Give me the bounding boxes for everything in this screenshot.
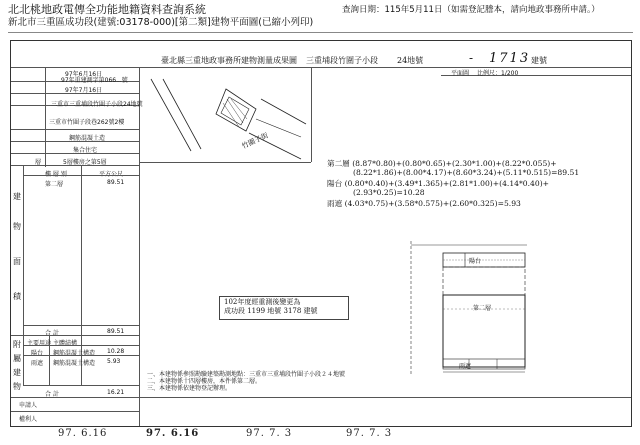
aux-rain-label: 雨遮 xyxy=(31,360,44,367)
header-divider xyxy=(8,32,633,33)
position-map xyxy=(141,69,309,161)
form-label-col xyxy=(45,67,46,167)
map-right-border xyxy=(311,67,312,162)
aux-balcony-area: 10.28 xyxy=(107,348,125,355)
applicant-rule xyxy=(11,397,139,398)
side-label-main-4: 積 xyxy=(13,292,21,301)
form-row-rule xyxy=(11,129,139,130)
note-1: 一、本建物係參照勘驗建築勘測地點：三重市三重埔段竹圍子小段２４地號 xyxy=(147,371,346,378)
aux-balcony-struct: 鋼筋混凝土構造 xyxy=(53,350,96,357)
remeasure-stamp xyxy=(219,296,349,320)
calc-line-5: 雨遮 (4.03*0.75)+(3.58*0.575)+(2.60*0.325)=5.93 xyxy=(327,199,521,208)
building-number: 1713 xyxy=(489,51,531,66)
calc-line-1: 第二層 (8.87*0.80)+(0.80*0.65)+(2.30*1.00)+(8.22*0.055)+ xyxy=(327,159,557,168)
note-3: 三、本建物係依建物登記辦理。 xyxy=(147,385,232,392)
main-use: 集合住宅 xyxy=(73,147,98,154)
survey-date: 97年7月16日 xyxy=(65,87,103,94)
owner-label: 權利人 xyxy=(19,416,38,423)
date-stamp-4: 97. 7. 3 xyxy=(346,428,393,439)
building-number-label: 建號 xyxy=(531,56,547,65)
owner-rule xyxy=(11,411,139,412)
aux-struct-header: 主體結構 xyxy=(53,340,78,347)
side-label-main-3: 面 xyxy=(13,257,21,266)
title-rule xyxy=(11,67,631,68)
calc-line-2: (8.22*1.86)+(8.00*4.17)+(8.60*3.24)+(5.11*0.515)=89.51 xyxy=(353,168,580,177)
aux-use-header: 主要用途 xyxy=(27,340,52,347)
applicant-label: 申請人 xyxy=(19,402,38,409)
floors-label: 層 xyxy=(35,159,42,166)
side-label-aux-1: 附 xyxy=(13,340,21,349)
side-label-aux-4: 物 xyxy=(13,382,21,391)
side-label-aux-2: 屬 xyxy=(13,354,21,363)
plan-floor-label: 第二層 xyxy=(473,305,492,312)
notes-rule xyxy=(139,397,631,398)
applicant-date-1: 97年6月16日 xyxy=(65,71,103,78)
aux-total-rule xyxy=(23,385,139,386)
note-2: 二、本建物係十四層樓房，本件係第二層。 xyxy=(147,378,262,385)
stamp-line-1: 102年度經重測後變更為 xyxy=(224,298,301,306)
side-label-main-2: 物 xyxy=(13,222,21,231)
map-bottom-border xyxy=(139,162,311,163)
system-title: 北北桃地政電傳全功能地籍資料查詢系統 xyxy=(8,3,206,16)
applicant-date-2: 97年重建測字第066...號 xyxy=(61,77,128,84)
stamp-line-2: 成功段 1199 地號 3178 建號 xyxy=(224,307,318,315)
area-header-rule xyxy=(23,175,139,176)
floor-row-area: 89.51 xyxy=(107,179,125,186)
aux-balcony-label: 陽台 xyxy=(31,350,44,357)
total-area: 89.51 xyxy=(107,328,125,335)
road-label: 竹圍子街 xyxy=(240,131,270,151)
location-name: 三重埔段竹圍子小段 xyxy=(306,56,378,65)
aux-rule xyxy=(11,335,139,336)
house-number: 三重市竹圍子段巷262號2樓 xyxy=(49,119,125,126)
main-structure: 鋼筋混凝土造 xyxy=(69,135,106,142)
date-stamp-3: 97. 7. 3 xyxy=(246,428,293,439)
floor-plan-scale: 比例尺：1/200 xyxy=(477,70,519,77)
aux-total-label: 合 計 xyxy=(45,391,59,398)
aux-row-rule xyxy=(23,355,139,356)
dash-mark: - xyxy=(469,51,474,65)
total-label: 合 計 xyxy=(45,330,59,337)
aux-total-area: 16.21 xyxy=(107,389,125,396)
calc-line-4: (2.93*0.25)=10.28 xyxy=(353,188,425,197)
query-date: 查詢日期：115年5月11日（如需登記謄本，請向地政事務所申請。） xyxy=(342,5,600,15)
area-table-left xyxy=(23,165,24,385)
agency-title: 臺北縣三重地政事務所建物測量成果圖 xyxy=(161,56,297,65)
total-rule xyxy=(23,325,139,326)
form-right-border xyxy=(139,67,140,426)
plan-header-rule xyxy=(441,75,631,76)
date-stamp-2: 97. 6.16 xyxy=(146,428,200,439)
aux-row-rule xyxy=(23,345,139,346)
col-floor-header: 樓 層 別 xyxy=(45,171,67,178)
document-subtitle: 新北市三重區成功段(建號:03178-000)[第二類]建物平面圖(已縮小列印) xyxy=(8,17,314,28)
col-area-header: 平方公尺 xyxy=(99,171,124,178)
plan-balcony-label: 陽台 xyxy=(469,258,482,265)
side-label-aux-3: 建 xyxy=(13,368,21,377)
calc-line-3: 陽台 (0.80*0.40)+(3.49*1.365)+(2.81*1.00)+(4.14*0.40)+ xyxy=(327,179,550,188)
floor-row-label: 第二層 xyxy=(45,181,64,188)
survey-sheet xyxy=(10,40,632,427)
building-location: 三重市三重埔段竹圍子小段24地號 xyxy=(51,101,143,108)
floor-plan-label: 平面圖 xyxy=(451,70,470,77)
plan-rain-label: 雨遮 xyxy=(459,363,472,370)
date-stamp-1: 97. 6.16 xyxy=(58,428,108,439)
floors-value: 5層樓房之第5層 xyxy=(63,159,107,166)
lot-number: 24地號 xyxy=(397,56,424,65)
side-label-main-1: 建 xyxy=(13,192,21,201)
aux-rain-struct: 鋼筋混凝土構造 xyxy=(53,360,96,367)
aux-rain-area: 5.93 xyxy=(107,358,121,365)
